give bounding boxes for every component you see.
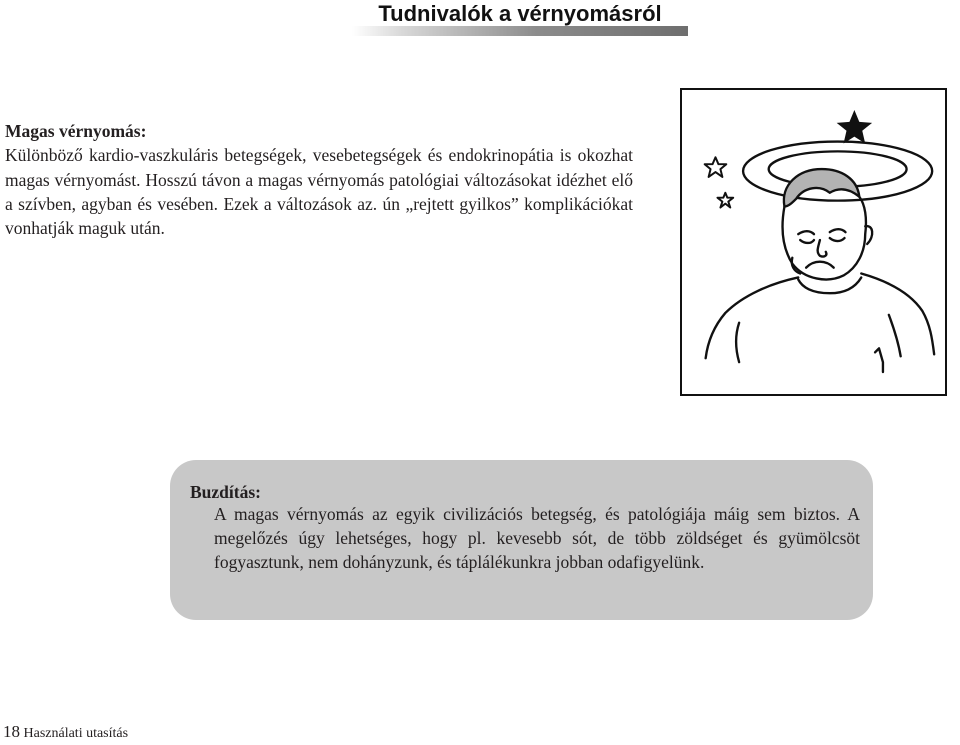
eyebrow-left: [798, 231, 814, 234]
callout-text: A magas vérnyomás az egyik civilizációs betegség, és patológiája máig sem biztos. A megelőzés úgy lehetséges, hogy pl. kevesebb sót, de több zöldséget és gyümölcsöt fogyasztunk, nem dohányzunk, és táplálékunkra jobban odafigyelünk.: [214, 504, 860, 573]
star-icon: [837, 110, 872, 143]
head-outline: [783, 197, 866, 280]
shoulder-left: [706, 277, 799, 358]
footer-label: Használati utasítás: [23, 726, 129, 741]
eye-left: [800, 240, 814, 243]
section-heading: Magas vérnyomás:: [5, 121, 147, 141]
eye-right: [830, 238, 845, 241]
section-paragraph: Különböző kardio-vaszkuláris betegségek, vesebetegségek és endokrinopátia is okozhat magas vérnyomást. Hosszú távon a magas vérnyomás patológiai változásokat idézhet elő a szívben, agyban és vesében. Ezek a változások az. ún „rejtett gyilkos” komplikációkat vonhatják maguk után.: [5, 145, 633, 239]
star-outline-icon: [717, 193, 733, 208]
nose: [818, 240, 827, 257]
encouragement-callout: [170, 460, 873, 620]
page-section-title: Tudnivalók a vérnyomásról: [378, 1, 662, 26]
callout-heading: Buzdítás:: [190, 482, 261, 502]
section-body: [5, 143, 633, 240]
page-footer: [3, 722, 128, 744]
mouth: [806, 262, 834, 268]
star-outline-icon: [705, 157, 727, 177]
arm-left: [736, 323, 739, 362]
eyebrow-right: [830, 229, 846, 232]
page-number: 18: [3, 722, 20, 741]
header-gradient-bar: [352, 26, 688, 36]
hand-right: [875, 348, 883, 372]
dizzy-man-illustration: [680, 88, 947, 396]
fold-right: [889, 315, 901, 356]
high-blood-pressure-section: [5, 119, 633, 240]
